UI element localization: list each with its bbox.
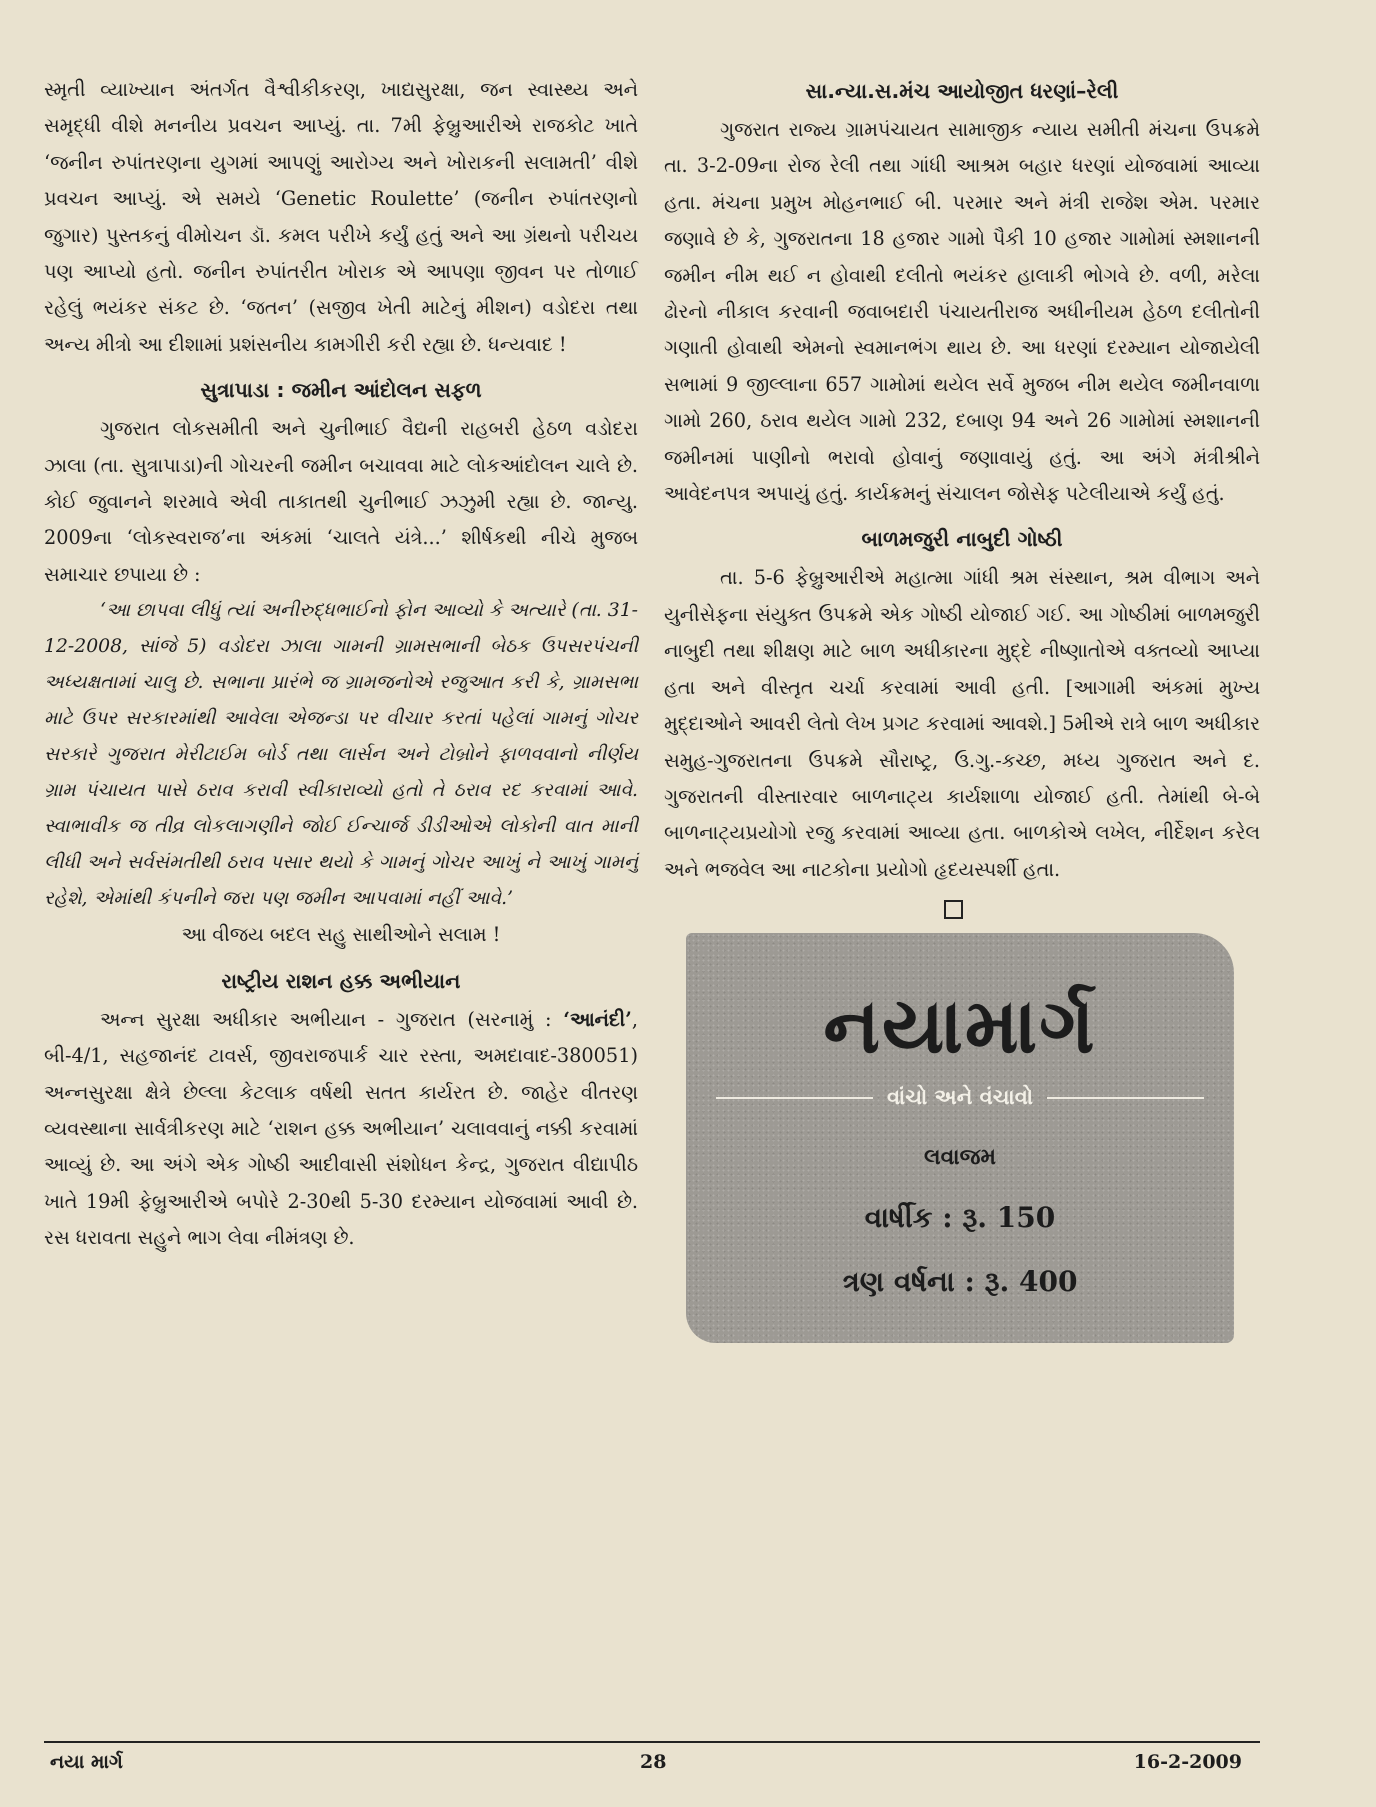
intro-paragraph: સ્મૃતી વ્યાખ્યાન અંતર્ગત વૈશ્વીકીકરણ, ખાદ્યસુરક્ષા, જન સ્વાસ્થ્ય અને સમૃદ્ધી વીશે મનનીય પ્રવચન આપ્યું. તા. 7મી ફેબ્રુઆરીએ રાજકોટ ખાતે ‘જનીન રુપાંતરણના યુગમાં આપણું આરોગ્ય અને ખોરાકની સલામતી’ વીશે પ્રવચન આપ્યું. એ સમયે ‘Genetic Roulette’ (જનીન રુપાંતરણનો જુગાર) પુસ્તકનું વીમોચન ડૉ. કમલ પરીખે કર્યું હતું અને આ ગ્રંથનો પરીચય પણ આપ્યો હતો. જનીન રુપાંતરીત ખોરાક એ આપણા જીવન પર તોળાઈ રહેલું ભયંકર સંકટ છે. ‘જતન’ (સજીવ ખેતી માટેનું મીશન) વડોદરા તથા અન્ય મીત્રો આ દીશામાં પ્રશંસનીય કામગીરી કરી રહ્યા છે. ધન્યવાદ ! <box>44 78 638 356</box>
sutrapada-paragraph: ગુજરાત લોકસમીતી અને ચુનીભાઈ વૈદ્યની રાહબરી હેઠળ વડોદરા ઝાલા (તા. સુત્રાપાડા)ની ગોચરની જમીન બચાવવા માટે લોકઆંદોલન ચાલે છે. કોઈ જુવાનને શરમાવે એવી તાકાતથી ચુનીભાઈ ઝઝુમી રહ્યા છે. જાન્યુ. 2009ના ‘લોકસ્વરાજ’ના અંકમાં ‘ચાલતે યંત્રે...’ શીર્ષકથી નીચે મુજબ સમાચાર છપાયા છે : <box>44 417 638 586</box>
anandi-name: ‘આનંદી’ <box>563 1007 632 1031</box>
subscription-advert <box>686 933 1234 1343</box>
quoted-news-paragraph: ‘આ છાપવા લીધું ત્યાં અનીરુદ્ધભાઈનો ફોન આવ્યો કે અત્યારે (તા. 31-12-2008, સાંજે 5) વડોદરા ઝાલા ગામની ગ્રામસભાની બેઠક ઉપસરપંચની અધ્યક્ષતામાં ચાલુ છે. સભાના પ્રારંભે જ ગ્રામજનોએ રજુઆત કરી કે, ગ્રામસભા માટે ઉપર સરકારમાંથી આવેલા એજન્ડા પર વીચાર કરતાં પહેલાં ગામનું ગોચર સરકારે ગુજરાત મેરીટાઈમ બોર્ડ તથા લાર્સન અને ટોબ્રોને ફાળવવાનો નીર્ણય ગ્રામ પંચાયત પાસે ઠરાવ કરાવી સ્વીકારાવ્યો હતો તે ઠરાવ રદ કરવામાં આવે. સ્વાભાવીક જ તીવ્ર લોકલાગણીને જોઈ ઈન્ચાર્જ ડીડીઓએ લોકોની વાત માની લીધી અને સર્વસંમતીથી ઠરાવ પસાર થયો કે ગામનું ગોચર આખું ને આખું ગામનું રહેશે, એમાંથી કંપનીને જરા પણ જમીન આપવામાં નહીં આવે.’ <box>44 600 638 910</box>
advert-annual-price: વાર્ષીક : રૂ. 150 <box>864 1201 1056 1235</box>
advert-tagline-row <box>716 1085 1204 1110</box>
ration-campaign-paragraph <box>44 1002 638 1257</box>
tagline-rule-right <box>1047 1097 1204 1099</box>
left-column <box>44 72 638 1257</box>
ration-pre-text: અન્ન સુરક્ષા અધીકાર અભીયાન - ગુજરાત (સરનામું : <box>100 1007 564 1031</box>
footer-divider <box>44 1741 1260 1743</box>
ration-post-text: , બી-4/1, સહજાનંદ ટાવર્સ, જીવરાજપાર્ક ચાર રસ્તા, અમદાવાદ-380051) અન્નસુરક્ષા ક્ષેત્રે છેલ્લા કેટલાક વર્ષથી સતત કાર્યરત છે. જાહેર વીતરણ વ્યવસ્થાના સાર્વત્રીકરણ માટે ‘રાશન હક્ક અભીયાન’ ચલાવવાનું નક્કી કરવામાં આવ્યું છે. આ અંગે એક ગોષ્ઠી આદીવાસી સંશોધન કેન્દ્ર, ગુજરાત વીદ્યાપીઠ ખાતે 19મી ફેબ્રુઆરીએ બપોરે 2-30થી 5-30 દરમ્યાન યોજવામાં આવી છે. રસ ધરાવતા સહુને ભાગ લેવા નીમંત્રણ છે. <box>44 1007 638 1250</box>
dharna-rally-paragraph: ગુજરાત રાજ્ય ગ્રામપંચાયત સામાજીક ન્યાય સમીતી મંચના ઉપક્રમે તા. 3-2-09ના રોજ રેલી તથા ગાંધી આશ્રમ બહાર ધરણાં યોજવામાં આવ્યા હતા. મંચના પ્રમુખ મોહનભાઈ બી. પરમાર અને મંત્રી રાજેશ એમ. પરમાર જણાવે છે કે, ગુજરાતના 18 હજાર ગામો પૈકી 10 હજાર ગામોમાં સ્મશાનની જમીન નીમ થઈ ન હોવાથી દલીતો ભયંકર હાલાકી ભોગવે છે. વળી, મરેલા ઢોરનો નીકાલ કરવાની જવાબદારી પંચાયતીરાજ અધીનીયમ હેઠળ દલીતોની ગણાતી હોવાથી એમનો સ્વમાનભંગ થાય છે. આ ધરણાં દરમ્યાન યોજાયેલી સભામાં 9 જીલ્લાના 657 ગામોમાં થયેલ સર્વે મુજબ નીમ થયેલ જમીનવાળા ગામો 260, ઠરાવ થયેલ ગામો 232, દબાણ 94 અને 26 ગામોમાં સ્મશાનની જમીનમાં પાણીનો ભરાવો હોવાનું જણાવાયું હતું. આ અંગે મંત્રીશ્રીને આવેદનપત્ર અપાયું હતું. કાર્યક્રમનું સંચાલન જોસેફ પટેલીયાએ કર્યું હતું. <box>664 118 1260 506</box>
footer-page-number: 28 <box>640 1751 667 1773</box>
heading-dharna-rally: સા.ન્યા.સ.મંચ આયોજીત ધરણાં–રેલી <box>805 79 1119 103</box>
advert-title: નયામાર્ગ <box>823 981 1097 1071</box>
advert-three-year-price: ત્રણ વર્ષના : રૂ. 400 <box>842 1265 1078 1299</box>
footer-magazine-name: નયા માર્ગ <box>50 1751 123 1773</box>
salute-line: આ વીજય બદલ સહુ સાથીઓને સલામ ! <box>181 923 501 947</box>
advert-tagline: વાંચો અને વંચાવો <box>886 1085 1034 1110</box>
end-mark-square-icon <box>944 900 963 919</box>
footer-date: 16-2-2009 <box>1133 1751 1242 1773</box>
advert-subscription-label: લવાજમ <box>923 1145 997 1171</box>
heading-child-labour: બાળમજુરી નાબુદી ગોષ્ઠી <box>861 527 1063 552</box>
heading-ration-campaign: રાષ્ટ્રીય રાશન હક્ક અભીયાન <box>221 968 461 993</box>
heading-sutrapada: સુત્રાપાડા : જમીન આંદોલન સફળ <box>200 378 482 403</box>
right-column <box>664 72 1260 1343</box>
tagline-rule-left <box>716 1097 873 1099</box>
child-labour-paragraph: તા. 5-6 ફેબ્રુઆરીએ મહાત્મા ગાંધી શ્રમ સંસ્થાન, શ્રમ વીભાગ અને યુનીસેફના સંયુક્ત ઉપક્રમે એક ગોષ્ઠી યોજાઈ ગઈ. આ ગોષ્ઠીમાં બાળમજુરી નાબુદી તથા શીક્ષણ માટે બાળ અધીકારના મુદ્દે નીષ્ણાતોએ વક્તવ્યો આપ્યા હતા અને વીસ્તૃત ચર્ચા કરવામાં આવી હતી. [આગામી અંકમાં મુખ્ય મુદ્દાઓને આવરી લેતો લેખ પ્રગટ કરવામાં આવશે.] 5મીએ રાત્રે બાળ અધીકાર સમુહ-ગુજરાતના ઉપક્રમે સૌરાષ્ટ્ર, ઉ.ગુ.-કચ્છ, મધ્ય ગુજરાત અને દ. ગુજરાતની વીસ્તારવાર બાળનાટ્ય કાર્યશાળા યોજાઈ હતી. તેમાંથી બે-બે બાળનાટ્યપ્રયોગો રજુ કરવામાં આવ્યા હતા. બાળકોએ લખેલ, નીર્દેશન કરેલ અને ભજવેલ આ નાટકોના પ્રયોગો હૃદયસ્પર્શી હતા. <box>664 566 1260 881</box>
